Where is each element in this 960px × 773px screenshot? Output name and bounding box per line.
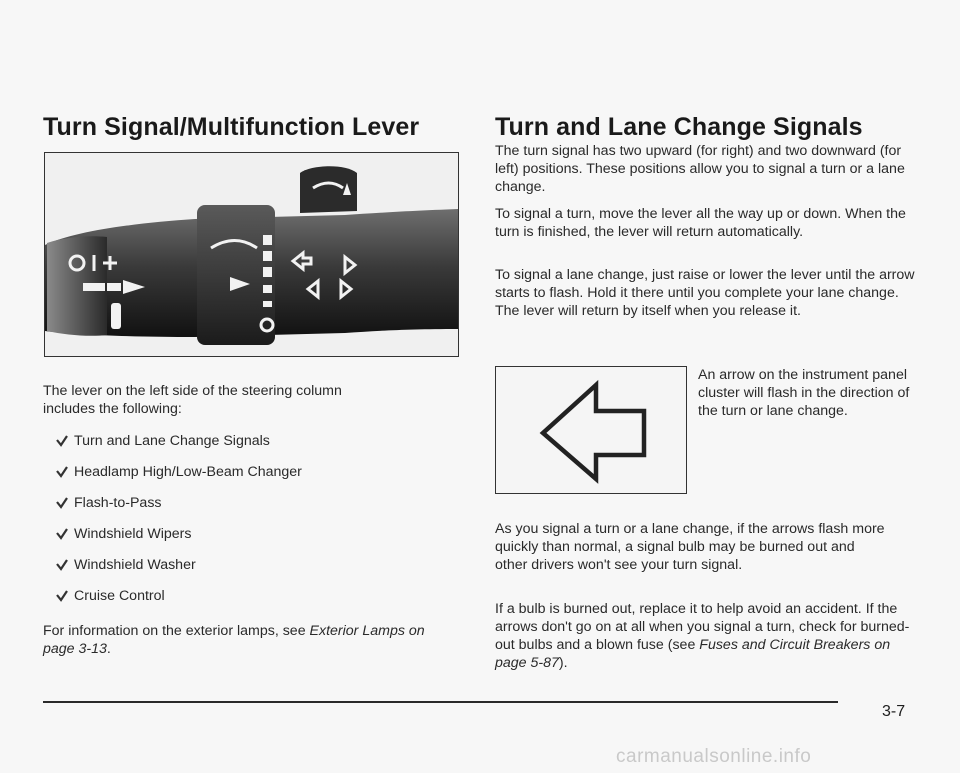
bullet-label: Flash-to-Pass	[74, 495, 162, 511]
list-item	[56, 463, 302, 494]
bullet-label: Headlamp High/Low-Beam Changer	[74, 464, 302, 480]
list-item	[56, 556, 302, 587]
watermark: carmanualsonline.info	[616, 746, 812, 767]
checkmark-bullet-icon	[56, 589, 68, 603]
turn-arrow-illustration	[495, 366, 687, 494]
bullet-label: Cruise Control	[74, 588, 165, 604]
page-number: 3-7	[882, 703, 906, 720]
checkmark-bullet-icon	[56, 527, 68, 541]
checkmark-bullet-icon	[56, 434, 68, 448]
exterior-lamps-reference: Exterior Lamps on page 3-13	[43, 623, 425, 657]
bullet-label: Windshield Washer	[74, 557, 196, 573]
exterior-lamps-paragraph	[43, 622, 433, 658]
footer-rule	[43, 701, 838, 703]
list-item	[56, 432, 302, 463]
fuses-reference: Fuses and Circuit Breakers on page 5-87	[495, 637, 891, 671]
bullet-label: Turn and Lane Change Signals	[74, 433, 270, 449]
turn-signal-positions-paragraph: The turn signal has two upward (for right) and two downward (for left) positions. These positions allow you to signal a turn or a lane change.	[495, 143, 905, 195]
fast-flash-paragraph: As you signal a turn or a lane change, if the arrows flash more quickly than normal, a signal bulb may be burned out and other drivers won't see your turn signal.	[495, 521, 885, 573]
arrow-caption: An arrow on the instrument panel cluster will flash in the direction of the turn or lane change.	[698, 367, 910, 419]
multifunction-lever-illustration	[44, 152, 459, 357]
list-item	[56, 494, 302, 525]
left-heading: Turn Signal/Multifunction Lever	[43, 113, 420, 141]
exterior-end: .	[106, 641, 111, 657]
burned-bulb-text: If a bulb is burned out, replace it to help avoid an accident. If the arrows don't go on at all when you signal a turn, check for burned-out bulbs and a blown fuse (see	[495, 601, 910, 653]
feature-list	[56, 432, 302, 618]
list-item	[56, 525, 302, 556]
checkmark-bullet-icon	[56, 558, 68, 572]
signal-turn-paragraph: To signal a turn, move the lever all the way up or down. When the turn is finished, the lever will return automatically.	[495, 206, 906, 240]
bullet-label: Windshield Wipers	[74, 526, 192, 542]
checkmark-bullet-icon	[56, 465, 68, 479]
burned-bulb-paragraph	[495, 600, 925, 672]
left-intro: The lever on the left side of the steering column includes the following:	[43, 383, 342, 417]
left-turn-arrow-icon	[496, 367, 686, 493]
burned-bulb-end: ).	[558, 655, 568, 671]
lane-change-paragraph: To signal a lane change, just raise or lower the lever until the arrow starts to flash. Hold it there until you complete your lane change. The lever will return by itself when you release it.	[495, 267, 915, 319]
list-item	[56, 587, 302, 618]
right-heading: Turn and Lane Change Signals	[495, 113, 863, 141]
checkmark-bullet-icon	[56, 496, 68, 510]
exterior-text: For information on the exterior lamps, see	[43, 623, 310, 639]
